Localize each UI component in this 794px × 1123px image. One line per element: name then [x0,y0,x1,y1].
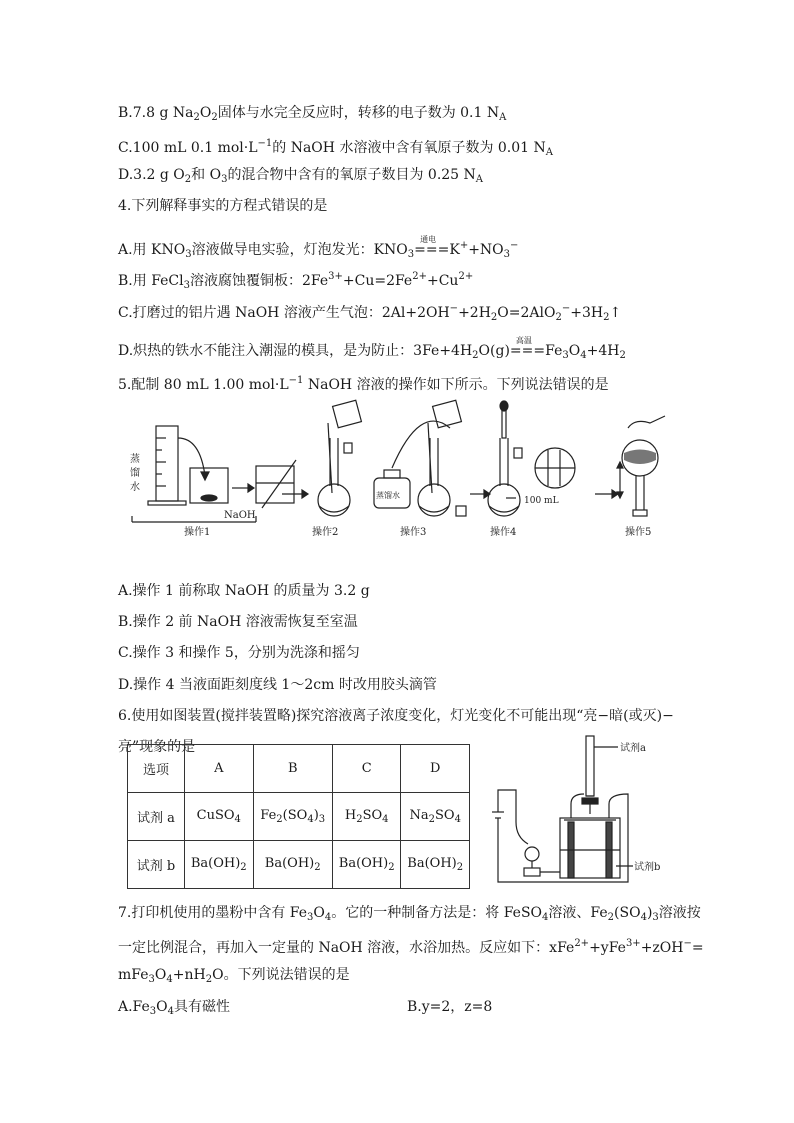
q7-stem-line1: 7.打印机使用的墨粉中含有 $Fe_3O_4$。它的一种制备方法是：将 FeSO$_4$溶液、$Fe_2(SO_4)_3$溶液按 [118,905,701,923]
table-cell: $Ba(OH)_2$ [253,841,332,889]
row-label: 试剂 b [128,841,185,889]
condition-electricity: 通电 [420,235,437,244]
reagent-table [127,744,470,889]
q7-stem-line2: 一定比例混合，再加入一定量的 NaOH 溶液，水浴加热。反应如下：xFe$^{2+}$+yFe$^{3+}$+zOH−= [118,938,704,956]
table-cell: $Fe_2(SO_4)_3$ [253,793,332,841]
table-cell: CuSO$_4$ [185,793,254,841]
solution-prep-figure [120,398,680,543]
op5-label: 操作5 [625,527,652,538]
q5-option-a: A.操作 1 前称取 NaOH 的质量为 3.2 g [118,583,370,599]
reagent-b-label: 试剂b [634,862,661,873]
conductivity-apparatus-figure [488,732,688,890]
table-header: A [185,745,254,793]
q6-stem-line1: 6.使用如图装置(搅拌装置略)探究溶液离子浓度变化，灯光变化不可能出现“亮−暗(或灭)− [118,708,674,724]
distilled-water-label-1: 蒸 [130,454,140,465]
op2-label: 操作2 [312,527,339,538]
condition-high-temp: 高温 [515,336,532,345]
distilled-water-label-2: 馏 [130,468,140,479]
table-cell: $Ba(OH)_2$ [401,841,470,889]
table-header: 选项 [128,745,185,793]
reagent-a-label: 试剂a [620,743,646,754]
table-cell: $Ba(OH)_2$ [332,841,401,889]
op1-label: 操作1 [184,527,211,538]
q5-option-b: B.操作 2 前 NaOH 溶液需恢复至室温 [118,614,358,630]
q3-option-d: D.3.2 g $O_2$和 $O_3$的混合物中含有的氧原子数目为 0.25 $N_A$ [118,167,484,185]
table-header: B [253,745,332,793]
table-header: C [332,745,401,793]
distilled-water-label-3: 水 [130,482,140,493]
mark-label: 100 mL [524,496,559,506]
table-header: D [401,745,470,793]
q3-option-b: B.7.8 g $Na_2O_2$固体与水完全反应时，转移的电子数为 0.1 $N_A$ [118,105,507,123]
bottle-label: 蒸馏水 [376,491,400,500]
table-cell: $H_2SO_4$ [332,793,401,841]
op3-label: 操作3 [400,527,427,538]
q6-stem-line2: 亮”现象的是 [118,739,196,755]
q4-stem: 4.下列解释事实的方程式错误的是 [118,198,328,214]
q5-option-d: D.操作 4 当液面距刻度线 1～2cm 时改用胶头滴管 [118,677,437,693]
q4-option-d: D.炽热的铁水不能注入潮湿的模具，是为防止：$3Fe+4H_2O(g)$ 高温 $===Fe_3O_4+4H_2$ [118,342,626,365]
q4-option-c: C.打磨过的铝片遇 NaOH 溶液产生气泡：$2Al+2OH^-+2H_2O=2AlO_2^-+3H_2↑$ [118,303,622,323]
q5-option-c: C.操作 3 和操作 5，分别为洗涤和摇匀 [118,645,360,661]
row-label: 试剂 a [128,793,185,841]
q3-option-c: C.100 mL 0.1 $mol\cdot L^{-1}$的 NaOH 水溶液中含有氧原子数为 0.01 $N_A$ [118,138,554,158]
q7-stem-line3: $mFe_3O_4+nH_2O$。下列说法错误的是 [118,967,350,985]
q4-option-a: A.用 $KNO_3$溶液做导电实验，灯泡发光：$KNO_3$ 通电 $===K^++NO_3^-$ [118,237,518,264]
table-cell: $Ba(OH)_2$ [185,841,254,889]
q7-option-a: $A.Fe_3O_4$具有磁性 [118,999,231,1017]
naoh-label: NaOH [224,510,256,521]
op4-label: 操作4 [490,527,517,538]
q5-stem: 5.配制 80 mL 1.00 $mol\cdot L^{-1}$ NaOH 溶液的操作如下所示。下列说法错误的是 [118,375,609,393]
q4-option-b: B.用 FeCl$_3$溶液腐蚀覆铜板：$2Fe^{3+}+Cu=2Fe^{2+}+Cu^{2+}$ [118,271,474,291]
table-cell: $Na_2SO_4$ [401,793,470,841]
q7-option-b: B.y=2，z=8 [407,999,493,1015]
